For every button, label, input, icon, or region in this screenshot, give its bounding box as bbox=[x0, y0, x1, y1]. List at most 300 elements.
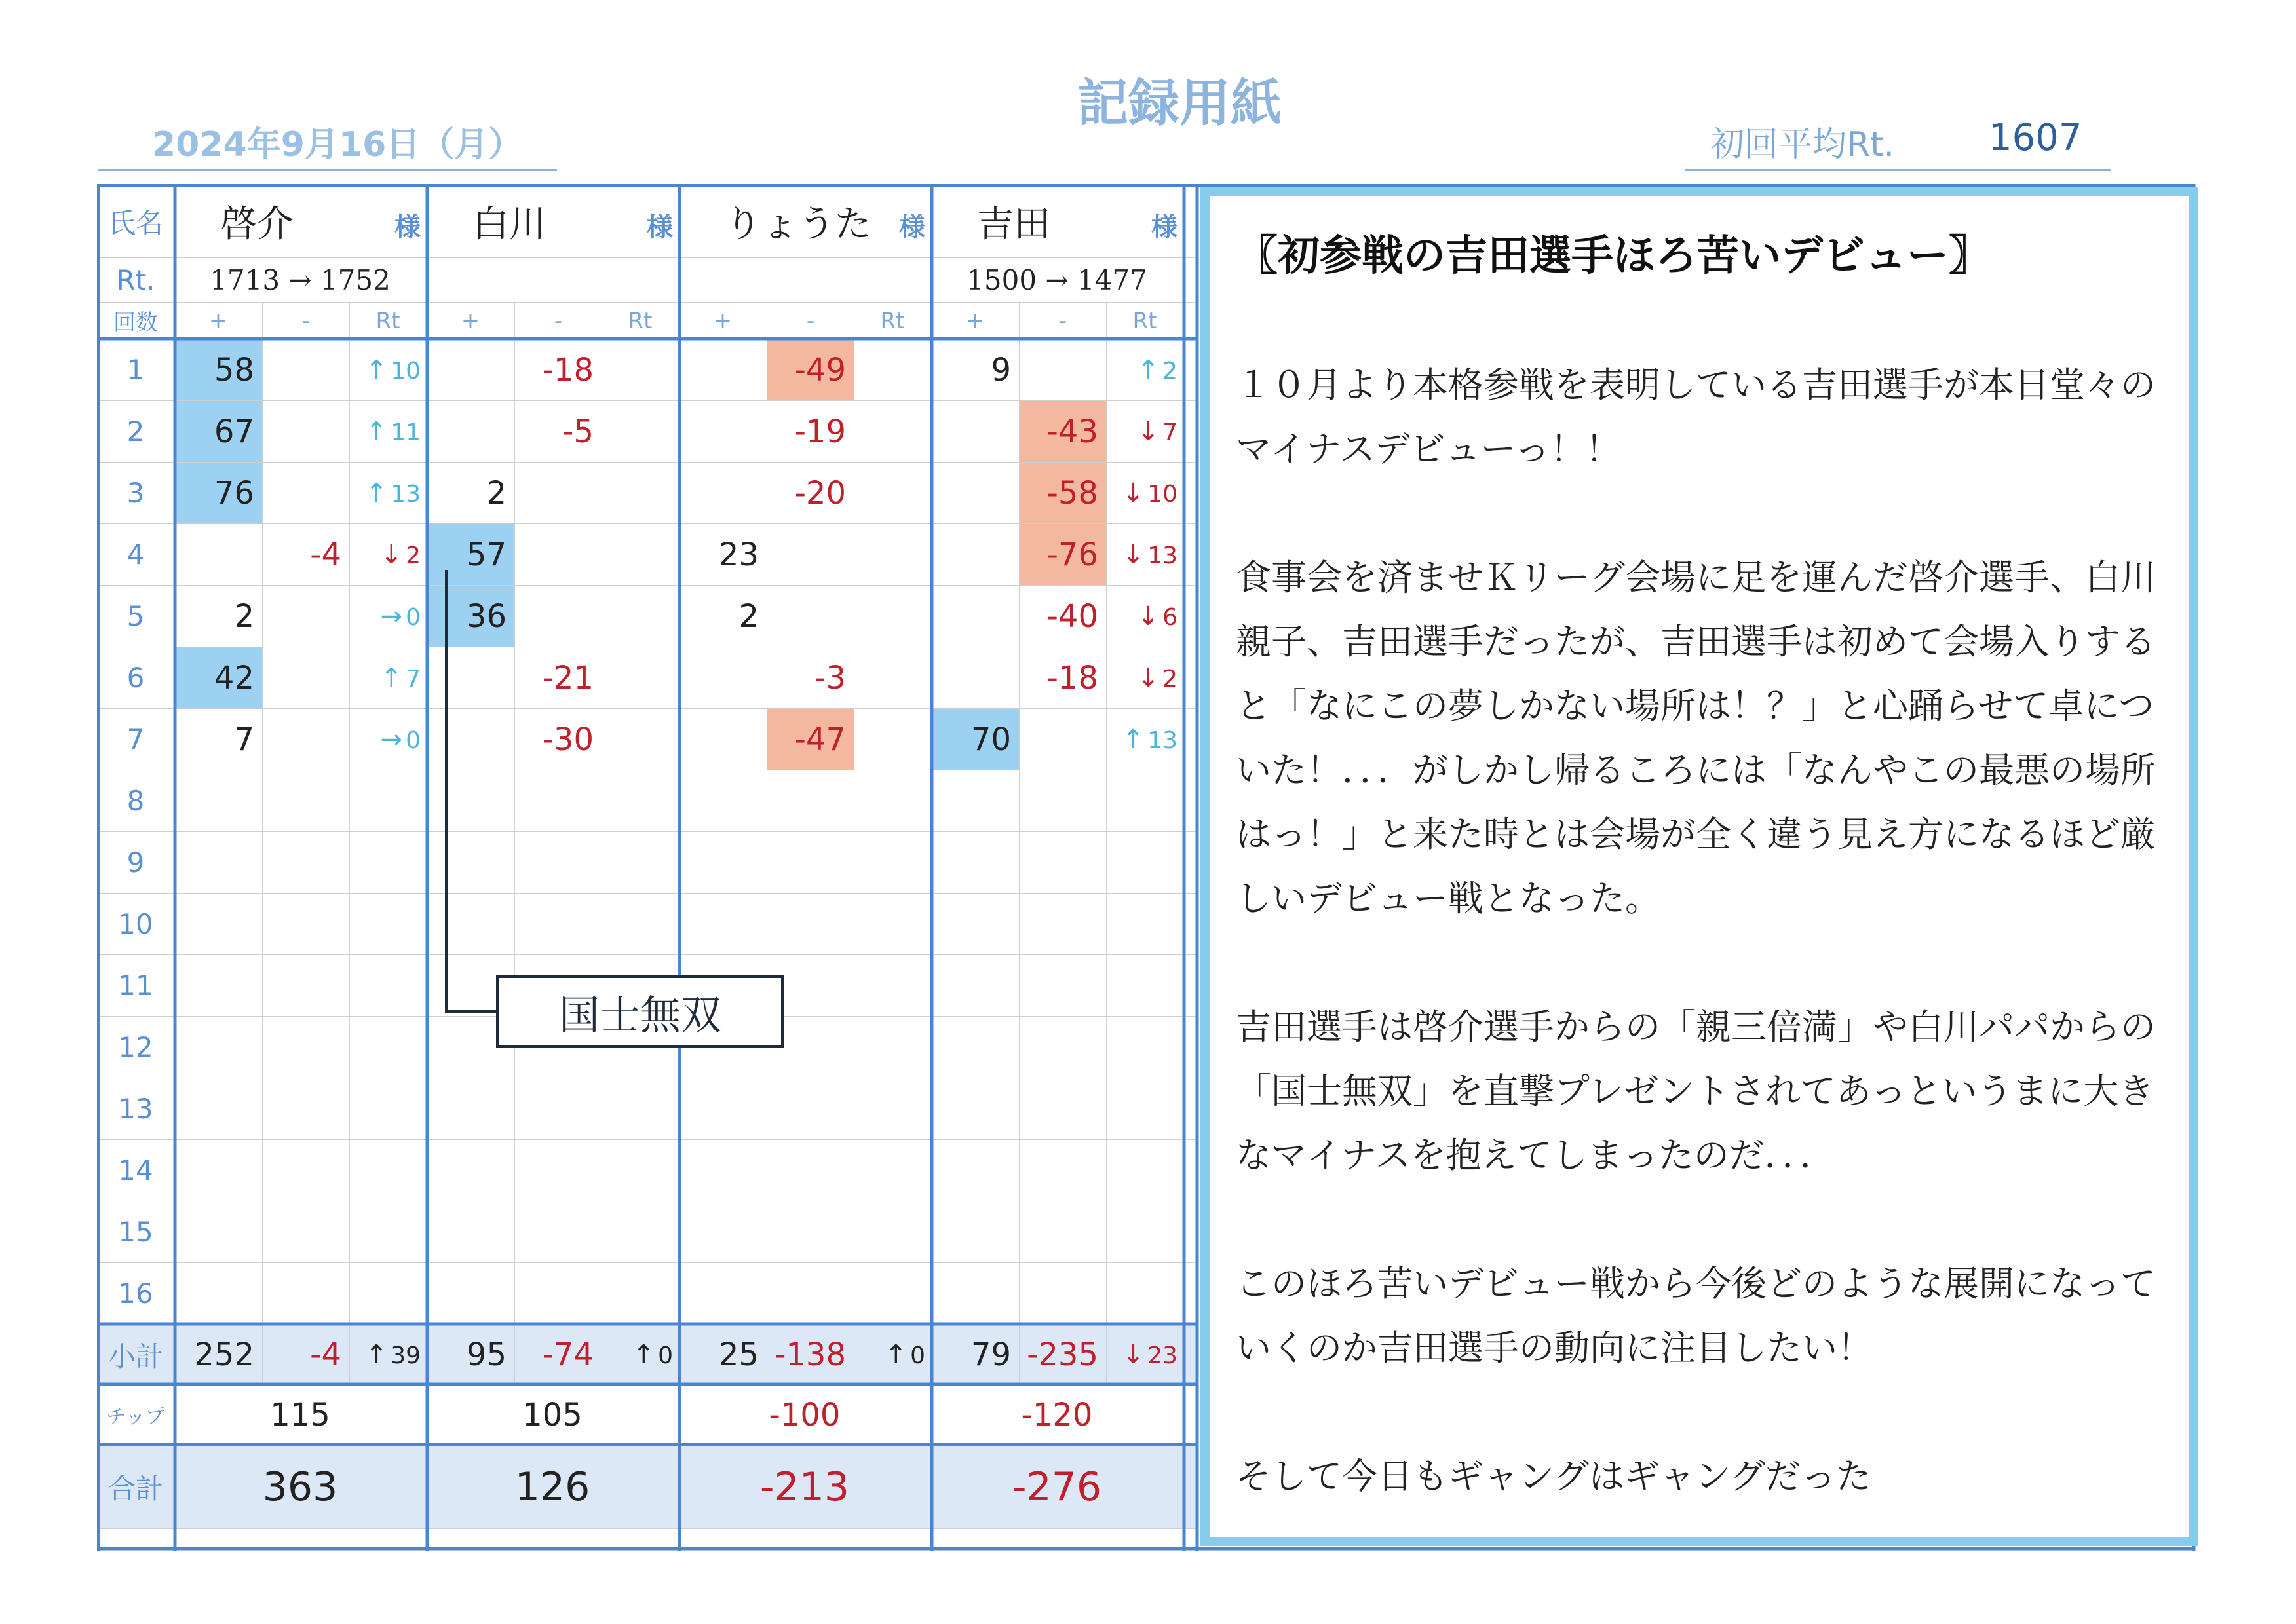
total-value: 126 bbox=[427, 1445, 679, 1529]
rating-change bbox=[602, 586, 679, 647]
edge-cell bbox=[1183, 185, 1196, 258]
rating-change bbox=[1107, 1263, 1183, 1325]
rt-header: Rt bbox=[854, 303, 931, 339]
minus-score bbox=[263, 586, 350, 647]
minus-score bbox=[767, 524, 854, 586]
player-name: 吉田 bbox=[977, 202, 1050, 246]
date-label: 2024年9月16日（月） bbox=[152, 125, 523, 164]
average-rating-value: 1607 bbox=[1989, 117, 2082, 159]
plus-score bbox=[931, 1201, 1020, 1263]
rating-delta: 0 bbox=[910, 1342, 925, 1369]
plus-score bbox=[174, 1078, 263, 1140]
minus-score bbox=[1020, 955, 1107, 1017]
minus-score bbox=[767, 894, 854, 955]
minus-score: -4 bbox=[263, 524, 350, 586]
rating-change bbox=[854, 647, 931, 709]
rating-arrow: ↓ bbox=[1137, 601, 1159, 632]
rating-change bbox=[1107, 1140, 1183, 1201]
round-number: 1 bbox=[98, 339, 174, 401]
minus-score: -18 bbox=[1020, 647, 1107, 709]
rating-arrow: ↑ bbox=[1137, 354, 1159, 385]
rating-change bbox=[1107, 1201, 1183, 1263]
minus-score: -18 bbox=[515, 339, 602, 401]
minus-score: -49 bbox=[767, 339, 854, 401]
sama-label: 様 bbox=[647, 212, 673, 242]
minus-score bbox=[1020, 709, 1107, 770]
plus-score bbox=[174, 524, 263, 586]
article-paragraph: このほろ苦いデビュー戦から今後どのような展開になっていくのか吉田選手の動向に注目したい！ bbox=[1236, 1263, 2156, 1369]
plus-header: + bbox=[931, 303, 1020, 339]
rating-arrow: ↑ bbox=[365, 478, 388, 508]
plus-score bbox=[679, 1140, 767, 1201]
round-number: 12 bbox=[98, 1017, 174, 1078]
player-name: 啓介 bbox=[220, 202, 294, 246]
subtotal-plus: 25 bbox=[679, 1325, 767, 1385]
plus-score bbox=[931, 1017, 1020, 1078]
rating-change bbox=[602, 401, 679, 463]
round-number: 2 bbox=[98, 401, 174, 463]
rating-delta: 7 bbox=[1162, 419, 1177, 446]
sama-label: 様 bbox=[1151, 212, 1177, 242]
minus-score: -58 bbox=[1020, 463, 1107, 524]
rating-change bbox=[1107, 1078, 1183, 1140]
edge-cell bbox=[1183, 1263, 1196, 1325]
round-row bbox=[98, 894, 1196, 955]
total-value: -213 bbox=[679, 1445, 931, 1529]
minus-score bbox=[263, 709, 350, 770]
name-row bbox=[98, 185, 1196, 258]
minus-score bbox=[767, 1078, 854, 1140]
chip-label: チップ bbox=[98, 1385, 174, 1445]
minus-score: -47 bbox=[767, 709, 854, 770]
rating-change bbox=[1107, 894, 1183, 955]
minus-score bbox=[263, 832, 350, 894]
plus-score bbox=[931, 894, 1020, 955]
plus-score bbox=[427, 1078, 515, 1140]
minus-score bbox=[767, 1201, 854, 1263]
rating-change bbox=[350, 524, 427, 586]
chip-value: 105 bbox=[427, 1385, 679, 1445]
rt-header: Rt bbox=[350, 303, 427, 339]
rating-delta: 2 bbox=[1162, 357, 1177, 385]
edge-cell bbox=[1183, 401, 1196, 463]
player-name: 白川 bbox=[472, 202, 546, 246]
minus-score bbox=[515, 586, 602, 647]
callout-kokushi-musou: 国士無双 bbox=[496, 975, 784, 1048]
rating-change bbox=[854, 955, 931, 1017]
plus-score: 2 bbox=[427, 463, 515, 524]
plus-score bbox=[679, 709, 767, 770]
rating-change bbox=[602, 1201, 679, 1263]
subheader-row bbox=[98, 303, 1196, 339]
minus-score bbox=[1020, 1140, 1107, 1201]
minus-score bbox=[515, 770, 602, 832]
plus-score bbox=[174, 770, 263, 832]
rating-arrow: ↑ bbox=[632, 1339, 655, 1370]
rating-change bbox=[350, 1140, 427, 1201]
article-body bbox=[1236, 353, 2179, 1509]
plus-score bbox=[427, 832, 515, 894]
edge-cell bbox=[1183, 339, 1196, 401]
minus-score bbox=[515, 1263, 602, 1325]
plus-score: 58 bbox=[174, 339, 263, 401]
score-table bbox=[97, 184, 1196, 1529]
plus-score bbox=[931, 524, 1020, 586]
rating-label: Rt. bbox=[98, 258, 174, 303]
round-row bbox=[98, 832, 1196, 894]
plus-score bbox=[427, 401, 515, 463]
plus-score: 7 bbox=[174, 709, 263, 770]
rating-delta: 10 bbox=[1147, 480, 1177, 508]
plus-score: 70 bbox=[931, 709, 1020, 770]
rating-change bbox=[1107, 463, 1183, 524]
rating-change bbox=[854, 524, 931, 586]
sama-label: 様 bbox=[899, 212, 925, 242]
rating-delta: 23 bbox=[1147, 1342, 1177, 1369]
rating-arrow: ↓ bbox=[1122, 478, 1145, 508]
rating-delta: 2 bbox=[1162, 665, 1177, 692]
rating-change bbox=[350, 955, 427, 1017]
rating-change bbox=[854, 463, 931, 524]
player-name-cell bbox=[679, 185, 931, 258]
rating-delta: 0 bbox=[406, 603, 421, 631]
minus-header: - bbox=[1020, 303, 1107, 339]
plus-score: 2 bbox=[174, 586, 263, 647]
rating-change bbox=[350, 463, 427, 524]
plus-score bbox=[931, 770, 1020, 832]
subtotal-rating-change bbox=[602, 1325, 679, 1385]
plus-score bbox=[174, 832, 263, 894]
rating-change bbox=[350, 1078, 427, 1140]
minus-score bbox=[1020, 894, 1107, 955]
player-name-cell bbox=[427, 185, 679, 258]
plus-score: 36 bbox=[427, 586, 515, 647]
round-number: 10 bbox=[98, 894, 174, 955]
plus-score: 23 bbox=[679, 524, 767, 586]
rating-row bbox=[98, 258, 1196, 303]
plus-score bbox=[427, 339, 515, 401]
rating-delta: 2 bbox=[406, 542, 421, 569]
rating-change bbox=[1107, 647, 1183, 709]
rating-change bbox=[1107, 401, 1183, 463]
plus-score bbox=[931, 955, 1020, 1017]
rating-arrow: ↑ bbox=[365, 1339, 388, 1370]
rating-delta: 13 bbox=[1147, 542, 1177, 569]
round-row bbox=[98, 709, 1196, 770]
round-number: 15 bbox=[98, 1201, 174, 1263]
minus-score bbox=[263, 1140, 350, 1201]
rating-change bbox=[350, 647, 427, 709]
minus-header: - bbox=[515, 303, 602, 339]
subtotal-minus: -235 bbox=[1020, 1325, 1107, 1385]
rating-delta: 13 bbox=[391, 480, 421, 508]
round-number: 5 bbox=[98, 586, 174, 647]
subtotal-label: 小計 bbox=[98, 1325, 174, 1385]
rating-arrow: ↑ bbox=[365, 354, 388, 385]
minus-score bbox=[1020, 1201, 1107, 1263]
plus-score bbox=[174, 894, 263, 955]
minus-score bbox=[263, 463, 350, 524]
rating-change bbox=[854, 709, 931, 770]
rating-change bbox=[602, 1078, 679, 1140]
chip-value: -100 bbox=[679, 1385, 931, 1445]
minus-score: -40 bbox=[1020, 586, 1107, 647]
chip-row bbox=[98, 1385, 1196, 1445]
minus-score: -30 bbox=[515, 709, 602, 770]
round-number: 9 bbox=[98, 832, 174, 894]
plus-score bbox=[679, 1201, 767, 1263]
average-rating-label: 初回平均Rt. bbox=[1710, 125, 1895, 164]
subtotal-minus: -4 bbox=[263, 1325, 350, 1385]
minus-score bbox=[767, 586, 854, 647]
player-rating: 1500 → 1477 bbox=[931, 258, 1183, 303]
article-paragraph: そして今日もギャングはギャングだった bbox=[1236, 1456, 1871, 1497]
plus-score bbox=[174, 1140, 263, 1201]
rating-delta: 6 bbox=[1162, 603, 1177, 631]
subtotal-minus: -138 bbox=[767, 1325, 854, 1385]
minus-score bbox=[767, 1140, 854, 1201]
rating-change bbox=[350, 586, 427, 647]
chip-value: 115 bbox=[174, 1385, 427, 1445]
plus-score bbox=[174, 1263, 263, 1325]
round-row bbox=[98, 339, 1196, 401]
rating-change bbox=[1107, 1017, 1183, 1078]
round-number: 7 bbox=[98, 709, 174, 770]
plus-score: 9 bbox=[931, 339, 1020, 401]
minus-score: -19 bbox=[767, 401, 854, 463]
minus-score: -3 bbox=[767, 647, 854, 709]
plus-score: 2 bbox=[679, 586, 767, 647]
rating-arrow: ↓ bbox=[1137, 416, 1159, 447]
plus-score bbox=[931, 1140, 1020, 1201]
rating-change bbox=[350, 709, 427, 770]
round-number: 4 bbox=[98, 524, 174, 586]
rating-change bbox=[854, 401, 931, 463]
rating-change bbox=[854, 894, 931, 955]
edge-cell bbox=[1183, 463, 1196, 524]
rating-change bbox=[1107, 586, 1183, 647]
minus-score bbox=[515, 463, 602, 524]
minus-score bbox=[515, 894, 602, 955]
plus-score bbox=[679, 1078, 767, 1140]
rating-arrow: ↑ bbox=[365, 416, 388, 447]
article-title: 〖初参戦の吉田選手ほろ苦いデビュー〗 bbox=[1236, 232, 1991, 280]
round-number: 6 bbox=[98, 647, 174, 709]
player-rating bbox=[427, 258, 679, 303]
rating-delta: 7 bbox=[406, 665, 421, 692]
minus-score bbox=[1020, 832, 1107, 894]
rating-arrow: → bbox=[380, 601, 402, 632]
minus-score: -5 bbox=[515, 401, 602, 463]
rating-change bbox=[854, 1017, 931, 1078]
edge-cell bbox=[1183, 709, 1196, 770]
rating-change bbox=[602, 463, 679, 524]
round-row bbox=[98, 401, 1196, 463]
plus-score bbox=[679, 339, 767, 401]
rating-arrow: ↓ bbox=[1122, 1339, 1145, 1370]
edge-cell bbox=[1183, 1325, 1196, 1385]
minus-score bbox=[263, 647, 350, 709]
round-label: 回数 bbox=[98, 303, 174, 339]
plus-score bbox=[679, 463, 767, 524]
edge-cell bbox=[1183, 647, 1196, 709]
subtotal-rating-change bbox=[1107, 1325, 1183, 1385]
rt-header: Rt bbox=[602, 303, 679, 339]
rating-change bbox=[602, 1263, 679, 1325]
minus-score bbox=[767, 770, 854, 832]
plus-score bbox=[427, 1140, 515, 1201]
minus-score bbox=[1020, 1263, 1107, 1325]
minus-score bbox=[1020, 1078, 1107, 1140]
subtotal-rating-change bbox=[350, 1325, 427, 1385]
minus-score: -20 bbox=[767, 463, 854, 524]
article-panel bbox=[1200, 187, 2198, 1546]
plus-score bbox=[427, 647, 515, 709]
rating-change bbox=[602, 832, 679, 894]
callout-connector-vertical bbox=[445, 570, 448, 1012]
player-rating bbox=[679, 258, 931, 303]
sama-label: 様 bbox=[394, 212, 421, 242]
subtotal-plus: 95 bbox=[427, 1325, 515, 1385]
rating-change bbox=[1107, 524, 1183, 586]
minus-score bbox=[767, 1263, 854, 1325]
edge-cell bbox=[1183, 524, 1196, 586]
rating-change bbox=[602, 524, 679, 586]
rating-delta: 0 bbox=[658, 1342, 673, 1369]
plus-score bbox=[174, 955, 263, 1017]
subtotal-plus: 252 bbox=[174, 1325, 263, 1385]
edge-cell bbox=[1183, 894, 1196, 955]
subtotal-plus: 79 bbox=[931, 1325, 1020, 1385]
minus-score bbox=[767, 832, 854, 894]
round-row bbox=[98, 647, 1196, 709]
rating-change bbox=[350, 770, 427, 832]
rating-change bbox=[602, 647, 679, 709]
rating-change bbox=[602, 894, 679, 955]
rating-change bbox=[350, 894, 427, 955]
plus-score bbox=[679, 401, 767, 463]
round-row bbox=[98, 1263, 1196, 1325]
rating-change bbox=[602, 709, 679, 770]
edge-cell bbox=[1183, 586, 1196, 647]
plus-score bbox=[427, 894, 515, 955]
plus-score bbox=[931, 1263, 1020, 1325]
minus-score: -43 bbox=[1020, 401, 1107, 463]
edge-cell bbox=[1183, 1201, 1196, 1263]
rating-delta: 39 bbox=[391, 1342, 421, 1369]
rating-change bbox=[854, 586, 931, 647]
edge-cell bbox=[1183, 258, 1196, 303]
callout-connector-horizontal bbox=[445, 1010, 497, 1013]
edge-cell bbox=[1183, 1385, 1196, 1445]
plus-score bbox=[931, 463, 1020, 524]
rating-delta: 11 bbox=[391, 419, 421, 446]
plus-score bbox=[679, 770, 767, 832]
total-value: 363 bbox=[174, 1445, 427, 1529]
plus-score bbox=[174, 1201, 263, 1263]
rating-change bbox=[854, 339, 931, 401]
round-row bbox=[98, 770, 1196, 832]
date-underline bbox=[98, 169, 557, 171]
minus-score bbox=[263, 1078, 350, 1140]
edge-cell bbox=[1183, 832, 1196, 894]
article-paragraph: １０月より本格参戦を表明している吉田選手が本日堂々のマイナスデビューっ！！ bbox=[1236, 364, 2156, 470]
rating-arrow: ↓ bbox=[380, 539, 402, 570]
rating-change bbox=[854, 770, 931, 832]
edge-cell bbox=[1183, 1078, 1196, 1140]
minus-score bbox=[263, 1201, 350, 1263]
round-number: 13 bbox=[98, 1078, 174, 1140]
minus-score bbox=[1020, 339, 1107, 401]
rating-change bbox=[350, 1017, 427, 1078]
minus-score bbox=[263, 955, 350, 1017]
minus-score bbox=[263, 770, 350, 832]
plus-score: 42 bbox=[174, 647, 263, 709]
minus-header: - bbox=[767, 303, 854, 339]
round-number: 14 bbox=[98, 1140, 174, 1201]
plus-score bbox=[427, 770, 515, 832]
rating-delta: 0 bbox=[406, 727, 421, 754]
plus-score bbox=[427, 1263, 515, 1325]
minus-score: -21 bbox=[515, 647, 602, 709]
player-name-cell bbox=[174, 185, 427, 258]
rating-change bbox=[854, 1078, 931, 1140]
subtotal-row bbox=[98, 1325, 1196, 1385]
minus-score bbox=[263, 1263, 350, 1325]
rating-change bbox=[1107, 770, 1183, 832]
rating-change bbox=[854, 832, 931, 894]
plus-score bbox=[679, 832, 767, 894]
round-number: 8 bbox=[98, 770, 174, 832]
subtotal-rating-change bbox=[854, 1325, 931, 1385]
minus-score bbox=[515, 524, 602, 586]
minus-score bbox=[263, 1017, 350, 1078]
plus-score bbox=[427, 1201, 515, 1263]
round-row bbox=[98, 463, 1196, 524]
round-number: 11 bbox=[98, 955, 174, 1017]
rating-arrow: ↓ bbox=[1122, 539, 1145, 570]
edge-cell bbox=[1183, 770, 1196, 832]
player-name: りょうた bbox=[725, 202, 871, 246]
round-row bbox=[98, 1078, 1196, 1140]
name-label: 氏名 bbox=[98, 185, 174, 258]
chip-value: -120 bbox=[931, 1385, 1183, 1445]
edge-cell bbox=[1183, 1017, 1196, 1078]
minus-score: -76 bbox=[1020, 524, 1107, 586]
plus-header: + bbox=[427, 303, 515, 339]
round-row bbox=[98, 586, 1196, 647]
rating-change bbox=[602, 770, 679, 832]
minus-score bbox=[515, 1078, 602, 1140]
rating-change bbox=[1107, 709, 1183, 770]
total-value: -276 bbox=[931, 1445, 1183, 1529]
edge-cell bbox=[1183, 955, 1196, 1017]
total-row bbox=[98, 1445, 1196, 1529]
plus-score bbox=[174, 1017, 263, 1078]
plus-score bbox=[679, 894, 767, 955]
edge-cell bbox=[1183, 303, 1196, 339]
round-row bbox=[98, 1140, 1196, 1201]
rating-change bbox=[854, 1263, 931, 1325]
rating-change bbox=[602, 339, 679, 401]
total-label: 合計 bbox=[98, 1445, 174, 1529]
plus-header: + bbox=[174, 303, 263, 339]
rating-change bbox=[854, 1201, 931, 1263]
plus-score bbox=[679, 1263, 767, 1325]
rating-change bbox=[1107, 832, 1183, 894]
player-name-cell bbox=[931, 185, 1183, 258]
round-row bbox=[98, 1201, 1196, 1263]
